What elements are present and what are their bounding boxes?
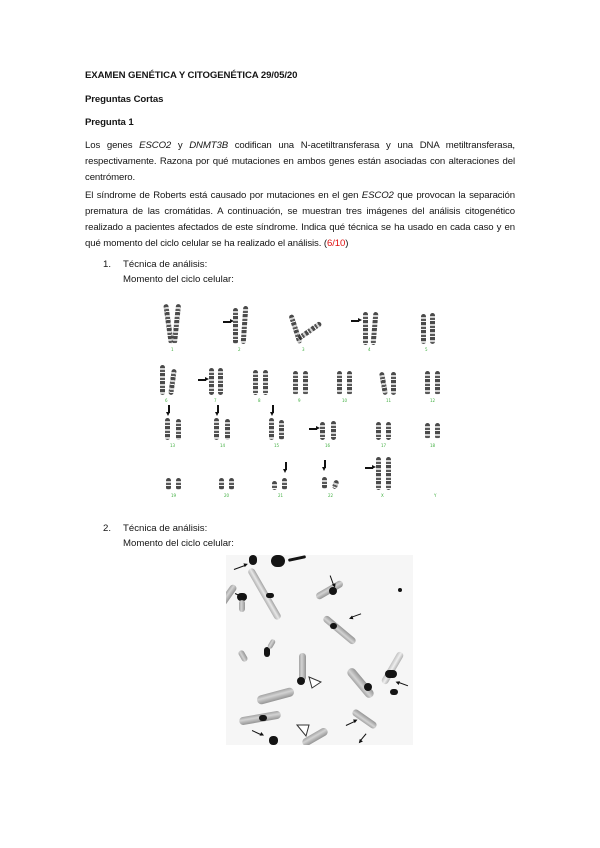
centromere (330, 623, 337, 629)
chromosome (398, 588, 402, 592)
chromosome (263, 370, 268, 395)
chromosome (380, 651, 404, 686)
chromosome (253, 370, 258, 395)
p1-text-c: codifican una N-acetiltransferasa y una DNA metiltransferasa, respectivamente. Razona por qué mutaciones en ambos genes están asociadas con alteraciones del centrómero. (85, 140, 515, 183)
arrow-icon (329, 575, 334, 585)
gene-esco2: ESCO2 (139, 140, 172, 151)
chromosome (391, 372, 396, 395)
chromosome-label: 10 (342, 398, 348, 403)
item-number: 1. (103, 259, 112, 270)
chromosome (297, 321, 323, 341)
p1-text-b: y (171, 140, 190, 151)
chromosome (425, 371, 430, 395)
chromosome (166, 478, 171, 490)
chromosome (282, 478, 287, 490)
chromosome (168, 369, 177, 395)
chromosome (435, 423, 440, 439)
chromosome (241, 306, 249, 344)
score-badge: 6/10 (326, 238, 346, 249)
chromosome-label: 12 (430, 398, 436, 403)
list-item-2 (103, 521, 403, 553)
arrow-icon (285, 462, 287, 470)
chromosome (209, 368, 214, 395)
chromosome (337, 371, 342, 395)
arrow-icon (365, 467, 373, 469)
chromosome (331, 421, 336, 440)
arrow-icon (198, 379, 206, 381)
chromosome (288, 555, 306, 562)
chromosome (267, 638, 276, 649)
chromosome (390, 689, 398, 695)
triangle-marker-icon (308, 675, 322, 689)
chromosome (376, 422, 381, 440)
centromere (259, 715, 267, 721)
chromosome (376, 457, 381, 490)
p2-text-a: El síndrome de Roberts está causado por mutaciones en el gen (85, 190, 362, 201)
chromosome (379, 372, 388, 396)
exam-title: EXAMEN GENÉTICA Y CITOGENÉTICA 29/05/20 (85, 70, 298, 81)
chromosome-label: 17 (381, 443, 387, 448)
chromosome (160, 365, 165, 395)
chromosome (430, 313, 435, 344)
arrow-icon (223, 321, 231, 323)
chromosome (172, 304, 181, 344)
arrow-icon (351, 320, 359, 322)
chromosome-label: Y (434, 493, 437, 498)
chromosome (225, 419, 230, 440)
chromosome (435, 371, 440, 395)
arrow-icon (309, 428, 317, 430)
arrow-icon (217, 405, 219, 413)
chromosome-label: 7 (214, 398, 217, 403)
chromosome (176, 478, 181, 490)
metaphase-spread-figure (226, 555, 413, 745)
chromosome (320, 422, 325, 440)
chromosome (332, 479, 340, 489)
centromere (297, 677, 305, 685)
chromosome-label: 21 (278, 493, 284, 498)
p1-text-a: Los genes (85, 140, 140, 151)
chromosome (271, 555, 285, 567)
chromosome (233, 308, 238, 344)
gene-esco2-2: ESCO2 (361, 190, 394, 201)
arrow-icon (272, 405, 274, 413)
chromosome (371, 312, 379, 345)
cell-cycle-label: Momento del ciclo celular: (123, 538, 234, 549)
chromosome-label: 2 (238, 347, 241, 352)
arrow-icon (398, 682, 408, 687)
chromosome (176, 419, 181, 440)
chromosome (421, 314, 426, 344)
chromosome-label: 22 (328, 493, 334, 498)
chromosome (425, 423, 430, 439)
chromosome-label: 11 (386, 398, 392, 403)
chromosome (269, 736, 278, 745)
item-number: 2. (103, 523, 112, 534)
triangle-marker-icon (296, 723, 310, 737)
chromosome (272, 481, 277, 490)
gene-dnmt3b: DNMT3B (189, 140, 229, 151)
cell-cycle-label: Momento del ciclo celular: (123, 274, 234, 285)
chromosome-label: 19 (171, 493, 177, 498)
chromosome-label: 18 (430, 443, 436, 448)
arrow-icon (168, 405, 170, 413)
arrow-icon (346, 721, 356, 726)
chromosome (363, 312, 368, 345)
technique-label: Técnica de análisis: (123, 523, 208, 534)
chromosome-label: X (381, 493, 384, 498)
question-heading: Pregunta 1 (85, 117, 134, 128)
list-item-1 (103, 257, 403, 289)
arrow-icon (351, 613, 361, 618)
chromosome-label: 5 (425, 347, 428, 352)
chromosome-label: 16 (325, 443, 331, 448)
chromosome (218, 368, 223, 395)
chromosome-label: 15 (274, 443, 280, 448)
chromosome (249, 555, 257, 565)
karyotype-figure (152, 295, 458, 505)
p2-text-c: ) (345, 238, 349, 249)
chromosome-label: 20 (224, 493, 230, 498)
arrow-icon (360, 733, 367, 741)
chromosome (237, 649, 248, 662)
chromosome-label: 1 (171, 347, 174, 352)
chromosome (347, 371, 352, 395)
chromosome (214, 418, 219, 440)
section-heading: Preguntas Cortas (85, 94, 164, 105)
chromosome-label: 3 (302, 347, 305, 352)
chromosome (322, 477, 327, 489)
chromosome (345, 666, 375, 699)
arrow-icon (252, 730, 262, 735)
chromosome-label: 6 (165, 398, 168, 403)
chromosome (386, 422, 391, 440)
chromosome-label: 4 (368, 347, 371, 352)
chromosome (219, 478, 224, 490)
chromosome-label: 14 (220, 443, 226, 448)
chromosome (256, 687, 295, 706)
p2-text-b: que provocan la separación prematura de las cromátidas. A continuación, se muestran tres imágenes del análisis citogenético realizado a pacientes afectados de este síndrome. Indica qué técnica se ha usado en cada caso y en qué momento del ciclo celular se ha realizado el análisis. ( (85, 190, 516, 249)
chromosome (165, 418, 170, 440)
chromosome (293, 371, 298, 395)
chromosome (269, 418, 274, 440)
centromere (266, 593, 274, 598)
centromere (364, 683, 372, 691)
chromosome (303, 371, 308, 395)
chromosome (239, 600, 245, 612)
arrow-icon (324, 460, 326, 468)
chromosome (279, 420, 284, 440)
chromosome (229, 478, 234, 490)
arrow-icon (234, 565, 246, 570)
paragraph-2 (85, 188, 515, 252)
paragraph-1 (85, 138, 515, 186)
chromosome-label: 13 (170, 443, 176, 448)
chromosome (386, 457, 391, 490)
chromosome-label: 8 (258, 398, 261, 403)
centromere (385, 670, 397, 678)
technique-label: Técnica de análisis: (123, 259, 208, 270)
chromosome-label: 9 (298, 398, 301, 403)
chromosome (247, 567, 282, 621)
